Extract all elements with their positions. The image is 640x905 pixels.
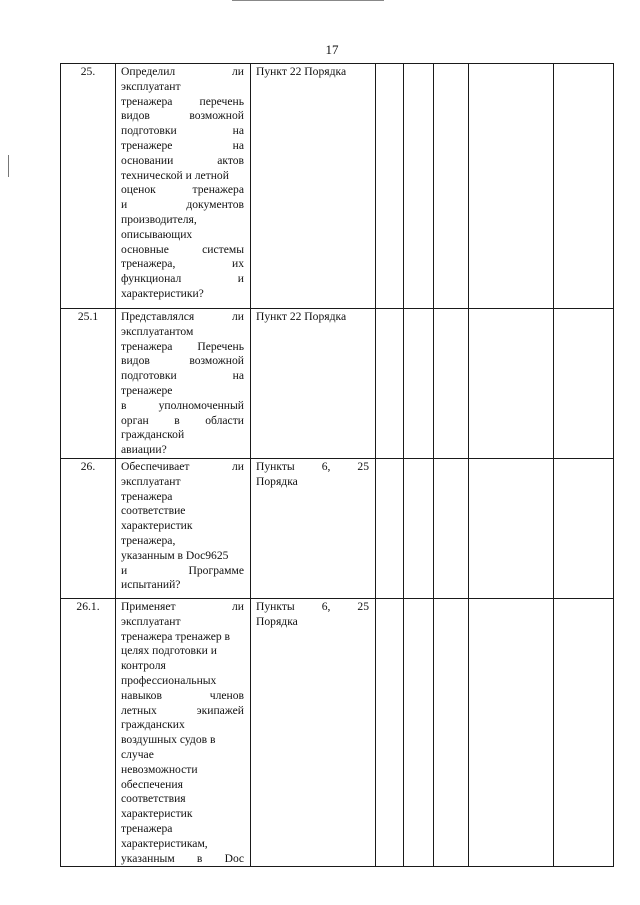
question-line [121, 183, 244, 198]
question-line: описывающих [121, 227, 193, 241]
question-line: профессиональных [121, 673, 217, 687]
question-line: случае [121, 747, 154, 761]
empty-cell [376, 64, 404, 309]
question-line [121, 354, 244, 369]
question-word: Doc [224, 851, 244, 865]
question-word: видов [121, 109, 150, 123]
empty-cell [554, 458, 614, 598]
question-word: указанным [121, 851, 175, 865]
table-row [61, 64, 614, 309]
reference-line [256, 600, 369, 615]
question-text [116, 598, 251, 866]
question-word: ли [232, 599, 244, 613]
question-word: Представлялся [121, 310, 195, 323]
question-line: гражданских [121, 718, 185, 732]
reference-word: Пункты [256, 599, 295, 613]
reference-line: Порядка [256, 474, 298, 488]
page-number: 17 [325, 42, 339, 57]
empty-cell [469, 598, 554, 866]
question-line [121, 139, 244, 154]
question-word: уполномоченный [158, 398, 244, 412]
question-word: Определил [121, 65, 176, 78]
question-word: области [205, 413, 244, 427]
question-word: возможной [189, 109, 244, 123]
question-line [121, 65, 244, 80]
question-line: тренажере [121, 383, 173, 397]
empty-cell [554, 309, 614, 459]
question-line [121, 340, 244, 355]
question-word: ли [232, 310, 244, 323]
question-word: Перечень [197, 339, 244, 353]
question-word: перечень [199, 94, 244, 108]
empty-cell [554, 64, 614, 309]
reference-line: Порядка [256, 614, 298, 628]
question-word: в [174, 413, 180, 427]
question-word: системы [202, 242, 244, 256]
scan-edge-line [232, 0, 384, 1]
question-line: испытаний? [121, 578, 181, 592]
question-line [121, 369, 244, 384]
question-line: соответствия [121, 792, 186, 806]
question-line: целях подготовки и [121, 644, 217, 658]
question-word: Обеспечивает [121, 459, 190, 473]
question-line [121, 600, 244, 615]
question-word: на [232, 138, 244, 152]
reference-word: 6, [321, 599, 331, 613]
question-word: тренажере [121, 138, 173, 152]
question-line [121, 704, 244, 719]
question-line [121, 154, 244, 169]
question-line: эксплуатантом [121, 324, 194, 338]
question-line [121, 124, 244, 139]
question-word: подготовки [121, 369, 177, 383]
question-line [121, 689, 244, 704]
question-word: Применяет [121, 599, 176, 613]
question-line: авиации? [121, 443, 167, 457]
question-line: контроля [121, 659, 166, 673]
table-row [61, 598, 614, 866]
empty-cell [469, 309, 554, 459]
question-word: Программе [188, 563, 244, 577]
question-word: на [232, 369, 244, 383]
question-line [121, 310, 244, 325]
empty-cell [434, 598, 469, 866]
question-line: производителя, [121, 212, 197, 226]
question-text [116, 64, 251, 309]
empty-cell [376, 309, 404, 459]
question-word: членов [209, 688, 244, 702]
question-line [121, 243, 244, 258]
question-line: тренажера [121, 489, 173, 503]
checklist-table [60, 63, 614, 867]
table-row [61, 309, 614, 459]
reference-text [251, 598, 376, 866]
empty-cell [434, 64, 469, 309]
question-text [116, 309, 251, 459]
empty-cell [554, 598, 614, 866]
question-word: их [231, 257, 244, 271]
question-line: соответствие [121, 504, 186, 518]
question-word: и [237, 272, 244, 286]
item-number: 26.1. [61, 598, 116, 866]
question-line: гражданской [121, 428, 185, 442]
empty-cell [376, 598, 404, 866]
question-line [121, 109, 244, 124]
question-line: эксплуатант [121, 614, 181, 628]
empty-cell [404, 64, 434, 309]
question-line [121, 852, 244, 867]
question-word: тренажера [121, 94, 173, 108]
empty-cell [469, 64, 554, 309]
question-word: тренажера, [121, 257, 176, 271]
question-word: тренажера [121, 339, 173, 353]
question-line [121, 198, 244, 213]
question-word: летных [121, 703, 157, 717]
question-word: подготовки [121, 124, 177, 138]
question-word: видов [121, 354, 150, 368]
question-word: ли [232, 65, 244, 78]
reference-text [251, 309, 376, 459]
question-word: тренажера [192, 183, 244, 197]
question-line: технической и летной [121, 168, 229, 182]
question-line: невозможности [121, 762, 198, 776]
question-word: документов [186, 198, 244, 212]
question-word: ли [232, 459, 244, 473]
question-line [121, 272, 244, 287]
reference-line [256, 460, 369, 475]
question-line: тренажера тренажер в [121, 629, 231, 643]
question-line: воздушных судов в [121, 733, 216, 747]
question-line [121, 399, 244, 414]
question-line: характеристик [121, 807, 193, 821]
reference-text [251, 64, 376, 309]
question-line: тренажера [121, 821, 173, 835]
reference-word: 25 [357, 599, 369, 613]
item-number: 25.1 [61, 309, 116, 459]
question-word: и [121, 198, 128, 212]
question-word: и [121, 563, 128, 577]
item-number: 26. [61, 458, 116, 598]
question-line: эксплуатант [121, 79, 181, 93]
question-word: возможной [189, 354, 244, 368]
question-line [121, 257, 244, 272]
question-line: эксплуатант [121, 474, 181, 488]
question-line [121, 460, 244, 475]
question-text [116, 458, 251, 598]
empty-cell [404, 598, 434, 866]
empty-cell [404, 309, 434, 459]
empty-cell [434, 458, 469, 598]
table-row [61, 458, 614, 598]
question-line [121, 95, 244, 110]
scan-margin-mark [8, 155, 9, 177]
question-word: основании [121, 153, 174, 167]
reference-word: Пункты [256, 459, 295, 473]
question-word: навыков [121, 688, 162, 702]
question-line: характеристик [121, 519, 193, 533]
question-line: тренажера, [121, 533, 176, 547]
reference-text [251, 458, 376, 598]
question-word: орган [121, 413, 149, 427]
question-line: характеристикам, [121, 836, 208, 850]
question-line: обеспечения [121, 777, 183, 791]
question-word: в [196, 851, 203, 865]
question-word: на [232, 124, 244, 138]
question-word: в [121, 398, 127, 412]
empty-cell [404, 458, 434, 598]
question-word: основные [121, 242, 169, 256]
reference-line: Пункт 22 Порядка [256, 65, 347, 78]
reference-word: 25 [357, 459, 369, 473]
question-line [121, 414, 244, 429]
question-word: функционал [121, 272, 182, 286]
question-line: указанным в Doc9625 [121, 548, 229, 562]
question-word: актов [217, 153, 244, 167]
question-line: характеристики? [121, 286, 204, 300]
reference-line: Пункт 22 Порядка [256, 310, 347, 323]
item-number: 25. [61, 64, 116, 309]
question-word: экипажей [196, 703, 244, 717]
empty-cell [376, 458, 404, 598]
empty-cell [434, 309, 469, 459]
question-word: оценок [121, 183, 156, 197]
question-line [121, 564, 244, 579]
empty-cell [469, 458, 554, 598]
reference-word: 6, [321, 459, 331, 473]
